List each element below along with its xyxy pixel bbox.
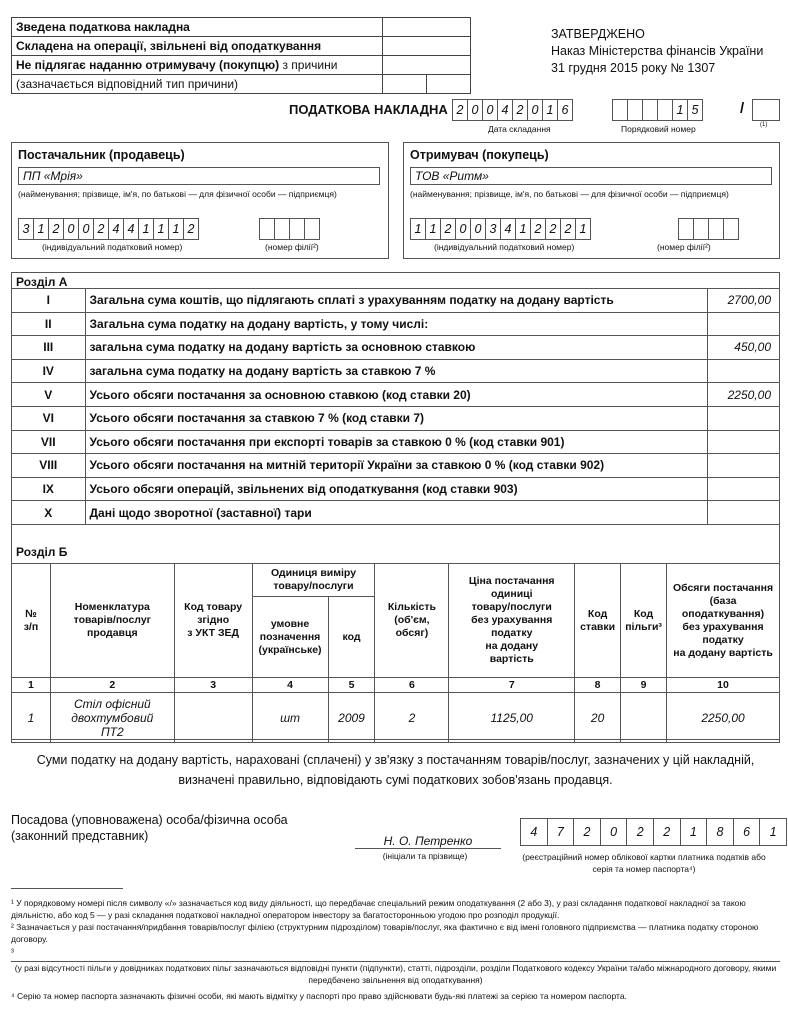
col-number: 5 — [328, 678, 375, 693]
seller-branch-digit[interactable] — [274, 218, 290, 240]
item-price[interactable]: 1125,00 — [449, 693, 575, 743]
number-digit[interactable]: 5 — [687, 99, 703, 121]
section-a-table — [12, 288, 779, 525]
status-not-provided: Не підлягає наданню отримувачу (покупцю) з причини — [12, 56, 383, 75]
footnote-2: ² Зазначається у разі постачання/придбання товарів/послуг філією (структурним підрозділом) товарів/послуг, яка фактично є від імені головного підприємства — платника податку стороною договору. — [11, 922, 759, 944]
reg-digit[interactable]: 6 — [733, 818, 761, 846]
row-number: VII — [12, 430, 85, 454]
seller-tax-digit[interactable]: 2 — [48, 218, 64, 240]
number-digit[interactable] — [627, 99, 643, 121]
row-value[interactable] — [707, 359, 779, 383]
table-row — [12, 693, 780, 743]
seller-branch-cells[interactable] — [259, 218, 319, 240]
official-label — [11, 812, 288, 844]
row-value[interactable] — [707, 477, 779, 501]
section-a-title: Розділ А — [16, 275, 68, 289]
section-a — [11, 272, 780, 525]
col-number: 10 — [667, 678, 780, 693]
date-digit[interactable]: 2 — [512, 99, 528, 121]
col-number: 7 — [449, 678, 575, 693]
seller-branch-digit[interactable] — [289, 218, 305, 240]
section-a-row — [12, 383, 779, 407]
col-number: 3 — [174, 678, 252, 693]
col-header-unit-group: Одиниця виміру товару/послуги — [252, 564, 375, 597]
reg-digit[interactable]: 1 — [680, 818, 708, 846]
status-consolidated-box[interactable] — [383, 18, 471, 37]
reg-digit[interactable]: 0 — [600, 818, 628, 846]
reg-digit[interactable]: 2 — [653, 818, 681, 846]
seller-name-field[interactable]: ПП «Мрія» — [18, 167, 380, 185]
seller-tax-digit[interactable]: 2 — [183, 218, 199, 240]
section-a-row — [12, 359, 779, 383]
seller-tax-digit[interactable]: 1 — [153, 218, 169, 240]
row-label: Загальна сума податку на додану вартість, у тому числі: — [85, 312, 707, 336]
date-digit[interactable]: 0 — [527, 99, 543, 121]
seller-title: Постачальник (продавець) — [18, 148, 185, 162]
row-label: Дані щодо зворотної (заставної) тари — [85, 501, 707, 525]
seller-tax-digit[interactable]: 4 — [123, 218, 139, 240]
status-exempt: Складена на операції, звільнені від оподаткування — [12, 37, 383, 56]
seller-tax-caption: (індивідуальний податковий номер) — [42, 242, 183, 252]
item-unit[interactable]: шт — [252, 693, 328, 743]
buyer-tax-digit[interactable]: 2 — [530, 218, 546, 240]
reg-digit[interactable]: 1 — [759, 818, 787, 846]
section-a-row — [12, 406, 779, 430]
number-digit[interactable] — [642, 99, 658, 121]
col-header-unit-code: код — [328, 597, 375, 678]
col-header-unit-name: умовне позначення (українське) — [252, 597, 328, 678]
section-a-row — [12, 501, 779, 525]
item-unit-code[interactable]: 2009 — [328, 693, 375, 743]
footnote-divider — [11, 888, 123, 889]
buyer-tax-digit[interactable]: 1 — [425, 218, 441, 240]
seller-tax-digit[interactable]: 1 — [168, 218, 184, 240]
approved-line1: ЗАТВЕРДЖЕНО — [551, 27, 645, 41]
date-cells[interactable] — [452, 99, 572, 121]
row-value[interactable]: 2700,00 — [707, 289, 779, 313]
section-a-row — [12, 477, 779, 501]
seller-branch-digit[interactable] — [304, 218, 320, 240]
number-digit[interactable] — [657, 99, 673, 121]
row-value[interactable] — [707, 430, 779, 454]
buyer-tax-digit[interactable]: 1 — [575, 218, 591, 240]
row-label: Усього обсяги постачання при експорті товарів за ставкою 0 % (код ставки 901) — [85, 430, 707, 454]
buyer-tax-digit[interactable]: 0 — [455, 218, 471, 240]
footnote-4: ⁴ Серію та номер паспорта зазначають фізичні особи, які мають відмітку у паспорті про право здійснювати будь-які платежі за серією та номером паспорта. — [11, 991, 627, 1001]
section-b — [11, 525, 780, 740]
item-name[interactable]: Стіл офісний двохтумбовий ПТ2 — [50, 693, 174, 743]
row-value[interactable]: 450,00 — [707, 336, 779, 360]
goods-table — [11, 563, 780, 743]
buyer-branch-cells[interactable] — [678, 218, 738, 240]
col-header-total: Обсяги постачання (база оподаткування) без урахування податку на додану вартість — [667, 564, 780, 678]
approved-line3: 31 грудня 2015 року № 1307 — [551, 61, 716, 75]
seller-tax-digit[interactable]: 3 — [18, 218, 34, 240]
row-number: III — [12, 336, 85, 360]
date-digit[interactable]: 0 — [482, 99, 498, 121]
approved-line2: Наказ Міністерства фінансів України — [551, 44, 764, 58]
buyer-branch-caption: (номер філії²) — [657, 242, 711, 252]
row-number: I — [12, 289, 85, 313]
footnote-1: ¹ У порядковому номері після символу «/» зазначається код виду діяльності, що передбачає спеціальний режим оподаткування (2 або 3), у разі складання податкової накладної за такою діяльністю, або код 5 — у разі складання податкової накладної оператором інвестору за багатосторонньою угодою про розподіл продукції. — [11, 898, 746, 920]
section-a-row — [12, 312, 779, 336]
row-number: VI — [12, 406, 85, 430]
signer-caption: (ініціали та прізвище) — [382, 851, 468, 861]
date-digit[interactable]: 6 — [557, 99, 573, 121]
number-digit[interactable]: 1 — [672, 99, 688, 121]
date-digit[interactable]: 0 — [467, 99, 483, 121]
col-number: 9 — [621, 678, 667, 693]
reg-digit[interactable]: 7 — [547, 818, 575, 846]
row-value[interactable] — [707, 501, 779, 525]
invoice-status-table — [11, 17, 471, 94]
buyer-title: Отримувач (покупець) — [410, 148, 549, 162]
buyer-tax-id-cells[interactable] — [410, 218, 590, 240]
buyer-name-field[interactable]: ТОВ «Ритм» — [410, 167, 772, 185]
buyer-tax-digit[interactable]: 4 — [500, 218, 516, 240]
row-number: V — [12, 383, 85, 407]
buyer-tax-digit[interactable]: 0 — [470, 218, 486, 240]
number-suffix-cell[interactable] — [752, 99, 780, 121]
row-number: X — [12, 501, 85, 525]
footnote-3-mark: ³ — [11, 947, 14, 957]
row-value[interactable] — [707, 312, 779, 336]
reg-digit[interactable]: 8 — [706, 818, 734, 846]
reg-digit[interactable]: 4 — [520, 818, 548, 846]
col-header-price: Ціна постачання одиниці товару/послуги без урахування податку на додану вартість — [449, 564, 575, 678]
item-total[interactable]: 2250,00 — [667, 693, 780, 743]
row-number: IV — [12, 359, 85, 383]
col-header-rate: Код ставки — [575, 564, 621, 678]
footnote-3-line — [11, 961, 780, 962]
col-header-code: Код товару згідно з УКТ ЗЕД — [174, 564, 252, 678]
row-label: Загальна сума коштів, що підлягають сплаті з урахуванням податку на додану вартість — [85, 289, 707, 313]
footnote-3: (у разі відсутності пільги у довідниках податкових пільг зазначаються відповідні пункти (підпункти), статті, підрозділи, розділи Податкового кодексу України та/або міжнародного договору, якими передбачено звільнення від оподаткування) — [14, 963, 777, 985]
date-digit[interactable]: 1 — [542, 99, 558, 121]
buyer-branch-digit[interactable] — [708, 218, 724, 240]
statement: Суми податку на додану вартість, нараховані (сплачені) у зв'язку з постачанням товарів/послуг, зазначених у цій накладній, визначені правильно, відповідають сумі податкових зобов'язань продавця. — [36, 753, 755, 787]
number-suffix-cells[interactable] — [752, 99, 779, 121]
col-header-qty: Кількість (об'єм, обсяг) — [375, 564, 449, 678]
buyer-tax-caption: (індивідуальний податковий номер) — [434, 242, 575, 252]
row-label: Усього обсяги постачання на митній території України за ставкою 0 % (код ставки 902) — [85, 454, 707, 478]
item-n[interactable]: 1 — [12, 693, 51, 743]
item-qty[interactable]: 2 — [375, 693, 449, 743]
seller-panel — [11, 142, 389, 259]
seller-tax-digit[interactable]: 1 — [33, 218, 49, 240]
reg-number-cells[interactable] — [520, 818, 786, 846]
col-number: 4 — [252, 678, 328, 693]
item-rate[interactable]: 20 — [575, 693, 621, 743]
reg-digit[interactable]: 2 — [626, 818, 654, 846]
row-number: VIII — [12, 454, 85, 478]
section-a-row — [12, 430, 779, 454]
date-caption: Дата складання — [488, 124, 551, 134]
status-not-provided-box[interactable] — [383, 56, 471, 75]
section-a-row — [12, 454, 779, 478]
col-header-name: Номенклатура товарів/послуг продавця — [50, 564, 174, 678]
status-reason-box-2[interactable] — [427, 75, 471, 94]
section-b-title: Розділ Б — [16, 545, 68, 559]
row-value[interactable]: 2250,00 — [707, 383, 779, 407]
col-header-n: № з/п — [12, 564, 51, 678]
buyer-tax-digit[interactable]: 2 — [545, 218, 561, 240]
col-number: 8 — [575, 678, 621, 693]
buyer-name-desc: (найменування; прізвище, ім'я, по батькові — для фізичної особи — підприємця) — [410, 189, 729, 199]
date-digit[interactable]: 2 — [452, 99, 468, 121]
buyer-tax-digit[interactable]: 1 — [410, 218, 426, 240]
approval-stamp — [551, 26, 763, 77]
row-number: IX — [12, 477, 85, 501]
seller-tax-digit[interactable]: 2 — [93, 218, 109, 240]
number-digit[interactable] — [612, 99, 628, 121]
status-reason-caption: (зазначається відповідний тип причини) — [12, 75, 383, 94]
section-a-row — [12, 336, 779, 360]
row-label: Усього обсяги операцій, звільнених від оподаткування (код ставки 903) — [85, 477, 707, 501]
official-line2: (законний представник) — [11, 829, 149, 843]
reg-digit[interactable]: 2 — [573, 818, 601, 846]
official-line1: Посадова (уповноважена) особа/фізична особа — [11, 813, 288, 827]
reg-number-caption: (реєстраційний номер облікової картки платника податків або серія та номер паспорта⁴) — [522, 852, 766, 874]
row-value[interactable] — [707, 454, 779, 478]
status-exempt-box[interactable] — [383, 37, 471, 56]
date-digit[interactable]: 4 — [497, 99, 513, 121]
seller-branch-digit[interactable] — [259, 218, 275, 240]
number-caption: Порядковий номер — [621, 124, 696, 134]
buyer-tax-digit[interactable]: 2 — [560, 218, 576, 240]
buyer-tax-digit[interactable]: 1 — [515, 218, 531, 240]
col-number: 6 — [375, 678, 449, 693]
buyer-branch-digit[interactable] — [723, 218, 739, 240]
seller-tax-digit[interactable]: 0 — [63, 218, 79, 240]
col-header-benefit: Код пільги³ — [621, 564, 667, 678]
seller-name-desc: (найменування; прізвище, ім'я, по батькові — для фізичної особи — підприємця) — [18, 189, 337, 199]
number-slash: / — [740, 100, 745, 117]
col-number: 1 — [12, 678, 51, 693]
row-label: Усього обсяги постачання за основною ставкою (код ставки 20) — [85, 383, 707, 407]
seller-tax-digit[interactable]: 0 — [78, 218, 94, 240]
section-a-row — [12, 289, 779, 313]
seller-tax-digit[interactable]: 4 — [108, 218, 124, 240]
number-suffix-caption: (1) — [760, 122, 768, 128]
seller-tax-id-cells[interactable] — [18, 218, 198, 240]
signer-name[interactable]: Н. О. Петренко — [355, 834, 501, 849]
row-label: загальна сума податку на додану вартість за основною ставкою — [85, 336, 707, 360]
row-label: Усього обсяги постачання за ставкою 7 % (код ставки 7) — [85, 406, 707, 430]
item-benefit[interactable] — [621, 693, 667, 743]
status-reason-box-1[interactable] — [383, 75, 427, 94]
row-label: загальна сума податку на додану вартість за ставкою 7 % — [85, 359, 707, 383]
row-value[interactable] — [707, 406, 779, 430]
seller-tax-digit[interactable]: 1 — [138, 218, 154, 240]
item-code[interactable] — [174, 693, 252, 743]
buyer-panel — [403, 142, 780, 259]
buyer-branch-digit[interactable] — [693, 218, 709, 240]
seller-branch-caption: (номер філії²) — [265, 242, 319, 252]
buyer-tax-digit[interactable]: 2 — [440, 218, 456, 240]
status-consolidated: Зведена податкова накладна — [12, 18, 383, 37]
col-number: 2 — [50, 678, 174, 693]
row-number: II — [12, 312, 85, 336]
number-cells[interactable] — [612, 99, 702, 121]
buyer-branch-digit[interactable] — [678, 218, 694, 240]
buyer-tax-digit[interactable]: 3 — [485, 218, 501, 240]
invoice-title: ПОДАТКОВА НАКЛАДНА — [289, 102, 448, 117]
